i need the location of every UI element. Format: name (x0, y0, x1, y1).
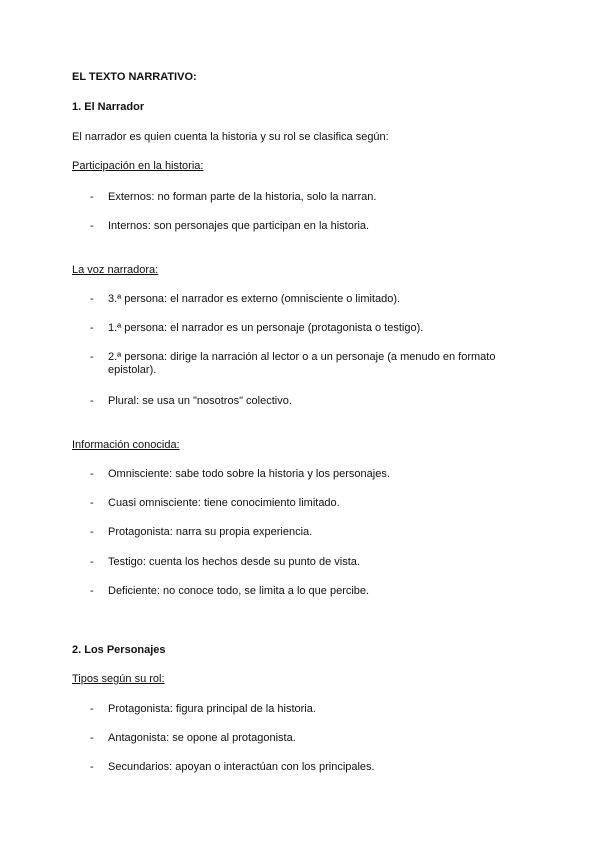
list-item-text: Internos: son personajes que participan en la historia. (108, 220, 370, 232)
bullet-marker: - (90, 761, 94, 773)
list-item-text: Plural: se usa un "nosotros" colectivo. (108, 395, 292, 407)
list-item-text: Protagonista: figura principal de la historia. (108, 703, 316, 715)
bullet-marker: - (90, 395, 94, 407)
list-item-text: Externos: no forman parte de la historia, solo la narran. (108, 191, 377, 203)
bullet-marker: - (90, 585, 94, 597)
subheading-tipos-rol: Tipos según su rol: (72, 673, 165, 685)
subheading-informacion-conocida: Información conocida: (72, 439, 180, 451)
list-item-text: 2.ª persona: dirige la narración al lector o a un personaje (a menudo en formato epistolar). (108, 351, 496, 376)
section-heading-narrador: 1. El Narrador (72, 101, 145, 113)
bullet-marker: - (90, 191, 94, 203)
bullet-marker: - (90, 351, 94, 363)
bullet-marker: - (90, 732, 94, 744)
bullet-marker: - (90, 293, 94, 305)
bullet-marker: - (90, 220, 94, 232)
bullet-marker: - (90, 526, 94, 538)
subheading-voz-narradora: La voz narradora: (72, 264, 159, 276)
bullet-marker: - (90, 556, 94, 568)
bullet-marker: - (90, 703, 94, 715)
list-item-text: 3.ª persona: el narrador es externo (omnisciente o limitado). (108, 293, 401, 305)
list-item-text: Secundarios: apoyan o interactúan con los principales. (108, 761, 375, 773)
bullet-marker: - (90, 322, 94, 334)
narrador-intro: El narrador es quien cuenta la historia y su rol se clasifica según: (72, 131, 389, 143)
document-title: EL TEXTO NARRATIVO: (72, 71, 197, 83)
list-item-text: Protagonista: narra su propia experiencia. (108, 526, 313, 538)
list-item-text: Deficiente: no conoce todo, se limita a lo que percibe. (108, 585, 370, 597)
section-heading-personajes: 2. Los Personajes (72, 644, 166, 656)
subheading-participacion: Participación en la historia: (72, 160, 204, 172)
list-item-text: 1.ª persona: el narrador es un personaje (protagonista o testigo). (108, 322, 424, 334)
list-item-text: Antagonista: se opone al protagonista. (108, 732, 296, 744)
bullet-marker: - (90, 468, 94, 480)
list-item-text: Cuasi omnisciente: tiene conocimiento limitado. (108, 497, 340, 509)
bullet-marker: - (90, 497, 94, 509)
list-item-text: Omnisciente: sabe todo sobre la historia y los personajes. (108, 468, 390, 480)
list-item-text: Testigo: cuenta los hechos desde su punto de vista. (108, 556, 360, 568)
